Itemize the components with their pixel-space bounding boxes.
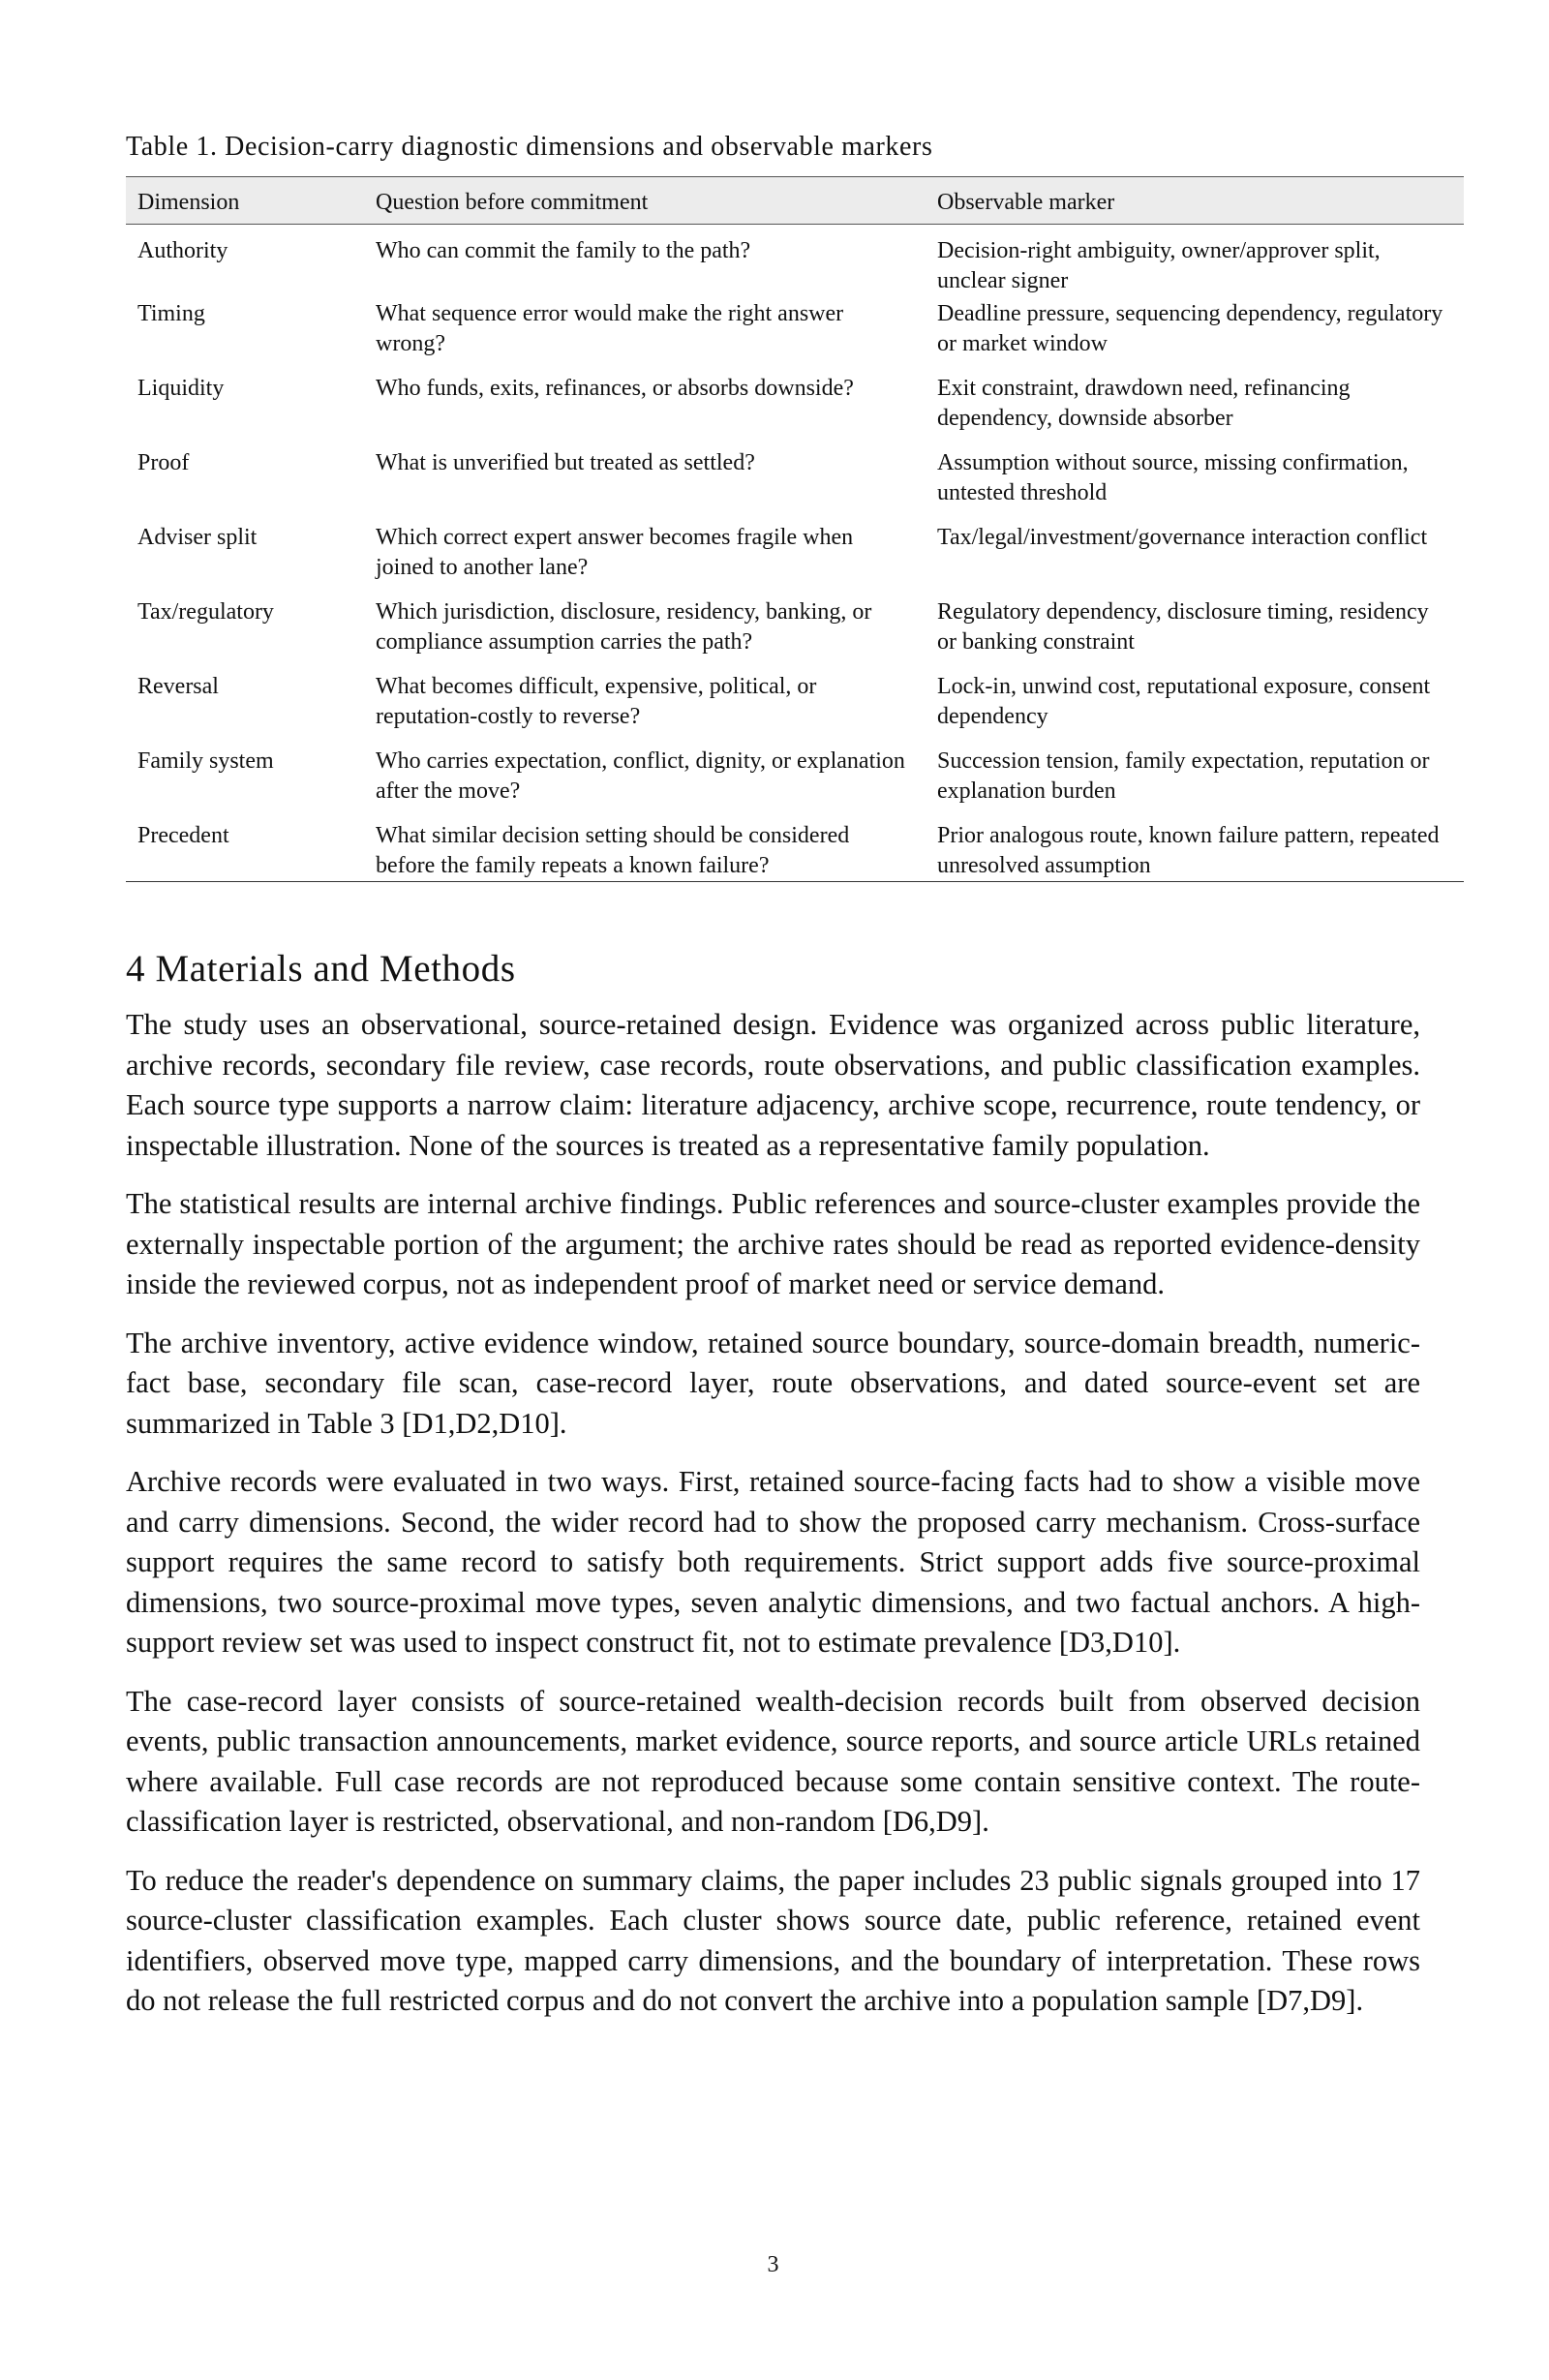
cell-dimension: Authority (137, 238, 228, 263)
body-paragraph: To reduce the reader's dependence on summary claims, the paper includes 23 public signals grouped into 17 source-cluster classification examples. Each cluster shows source date, public reference, retained event identifiers, observed move type, mapped carry dimensions, and the boundary of interpretation. These rows do not release the full restricted corpus and do not convert the archive into a population sample [D7,D9]. (126, 1863, 1420, 2017)
cell-dimension: Proof (137, 450, 190, 475)
cell-marker: Lock-in, unwind cost, reputational exposure, consent dependency (937, 674, 1431, 729)
column-header-marker: Observable marker (926, 177, 1464, 225)
body-paragraph: The study uses an observational, source-retained design. Evidence was organized across public literature, archive records, secondary file review, case records, route observations, and public classification examples. Each source type supports a narrow claim: literature adjacency, archive scope, recurrence, route tendency, or inspectable illustration. None of the sources is treated as a representative family population. (126, 1008, 1420, 1162)
table-header-row (126, 177, 1464, 225)
cell-marker: Decision-right ambiguity, owner/approver split, unclear signer (937, 238, 1381, 293)
table-row (126, 597, 1464, 672)
cell-marker: Regulatory dependency, disclosure timing, residency or banking constraint (937, 599, 1429, 655)
body-paragraph: The case-record layer consists of source-retained wealth-decision records built from observed decision events, public transaction announcements, market evidence, source reports, and source article URLs retained where available. Full case records are not reproduced because some contain sensitive context. The route-classification layer is restricted, observational, and non-random [D6,D9]. (126, 1684, 1420, 1838)
column-header-dimension: Dimension (126, 177, 364, 225)
cell-question: Who can commit the family to the path? (376, 238, 751, 263)
cell-marker: Deadline pressure, sequencing dependency, regulatory or market window (937, 301, 1443, 356)
table-row (126, 523, 1464, 597)
body-paragraph: The statistical results are internal archive findings. Public references and source-cluster examples provide the externally inspectable portion of the argument; the archive rates should be read as reported evidence-density inside the reviewed corpus, not as independent proof of market need or service demand. (126, 1187, 1420, 1300)
cell-question: Who carries expectation, conflict, dignity, or explanation after the move? (376, 748, 905, 804)
table-row (126, 672, 1464, 747)
cell-dimension: Timing (137, 301, 205, 326)
table-caption: Table 1. Decision-carry diagnostic dimensions and observable markers (126, 132, 933, 162)
cell-question: Which jurisdiction, disclosure, residency, banking, or compliance assumption carries the path? (376, 599, 872, 655)
cell-question: What is unverified but treated as settled? (376, 450, 755, 475)
cell-question: What sequence error would make the right answer wrong? (376, 301, 844, 356)
body-paragraph: Archive records were evaluated in two ways. First, retained source-facing facts had to show a visible move and carry dimensions. Second, the wider record had to show the proposed carry mechanism. Cross-surface support requires the same record to satisfy both requirements. Strict support adds five source-proximal dimensions, two source-proximal move types, seven analytic dimensions, and two factual anchors. A high-support review set was used to inspect construct fit, not to estimate prevalence [D3,D10]. (126, 1465, 1420, 1659)
section-body (126, 1005, 1420, 2040)
cell-question: What similar decision setting should be considered before the family repeats a known failure? (364, 821, 926, 882)
body-paragraph: The archive inventory, active evidence window, retained source boundary, source-domain breadth, numeric-fact base, secondary file scan, case-record layer, route observations, and dated source-event set are summarized in Table 3 [D1,D2,D10]. (126, 1326, 1420, 1440)
cell-marker: Exit constraint, drawdown need, refinancing dependency, downside absorber (937, 376, 1351, 431)
cell-marker: Succession tension, family expectation, reputation or explanation burden (937, 748, 1430, 804)
cell-question: What becomes difficult, expensive, political, or reputation-costly to reverse? (376, 674, 817, 729)
cell-dimension: Family system (137, 748, 274, 774)
section-heading: 4 Materials and Methods (126, 948, 516, 990)
dimensions-table (126, 176, 1464, 882)
cell-dimension: Precedent (126, 821, 364, 882)
cell-dimension: Adviser split (137, 525, 258, 550)
cell-marker: Prior analogous route, known failure pattern, repeated unresolved assumption (926, 821, 1464, 882)
column-header-question: Question before commitment (364, 177, 926, 225)
cell-question: Who funds, exits, refinances, or absorbs downside? (376, 376, 854, 401)
cell-question: Which correct expert answer becomes fragile when joined to another lane? (376, 525, 854, 580)
cell-marker: Assumption without source, missing confirmation, untested threshold (937, 450, 1409, 505)
table-row (126, 821, 1464, 882)
table-row (126, 374, 1464, 448)
cell-dimension: Liquidity (137, 376, 225, 401)
cell-dimension: Reversal (137, 674, 219, 699)
page-number: 3 (767, 2252, 779, 2277)
table-row (126, 299, 1464, 374)
table-row (126, 747, 1464, 821)
table-row (126, 448, 1464, 523)
table-row (126, 225, 1464, 300)
cell-marker: Tax/legal/investment/governance interaction conflict (937, 525, 1428, 550)
cell-dimension: Tax/regulatory (137, 599, 274, 625)
